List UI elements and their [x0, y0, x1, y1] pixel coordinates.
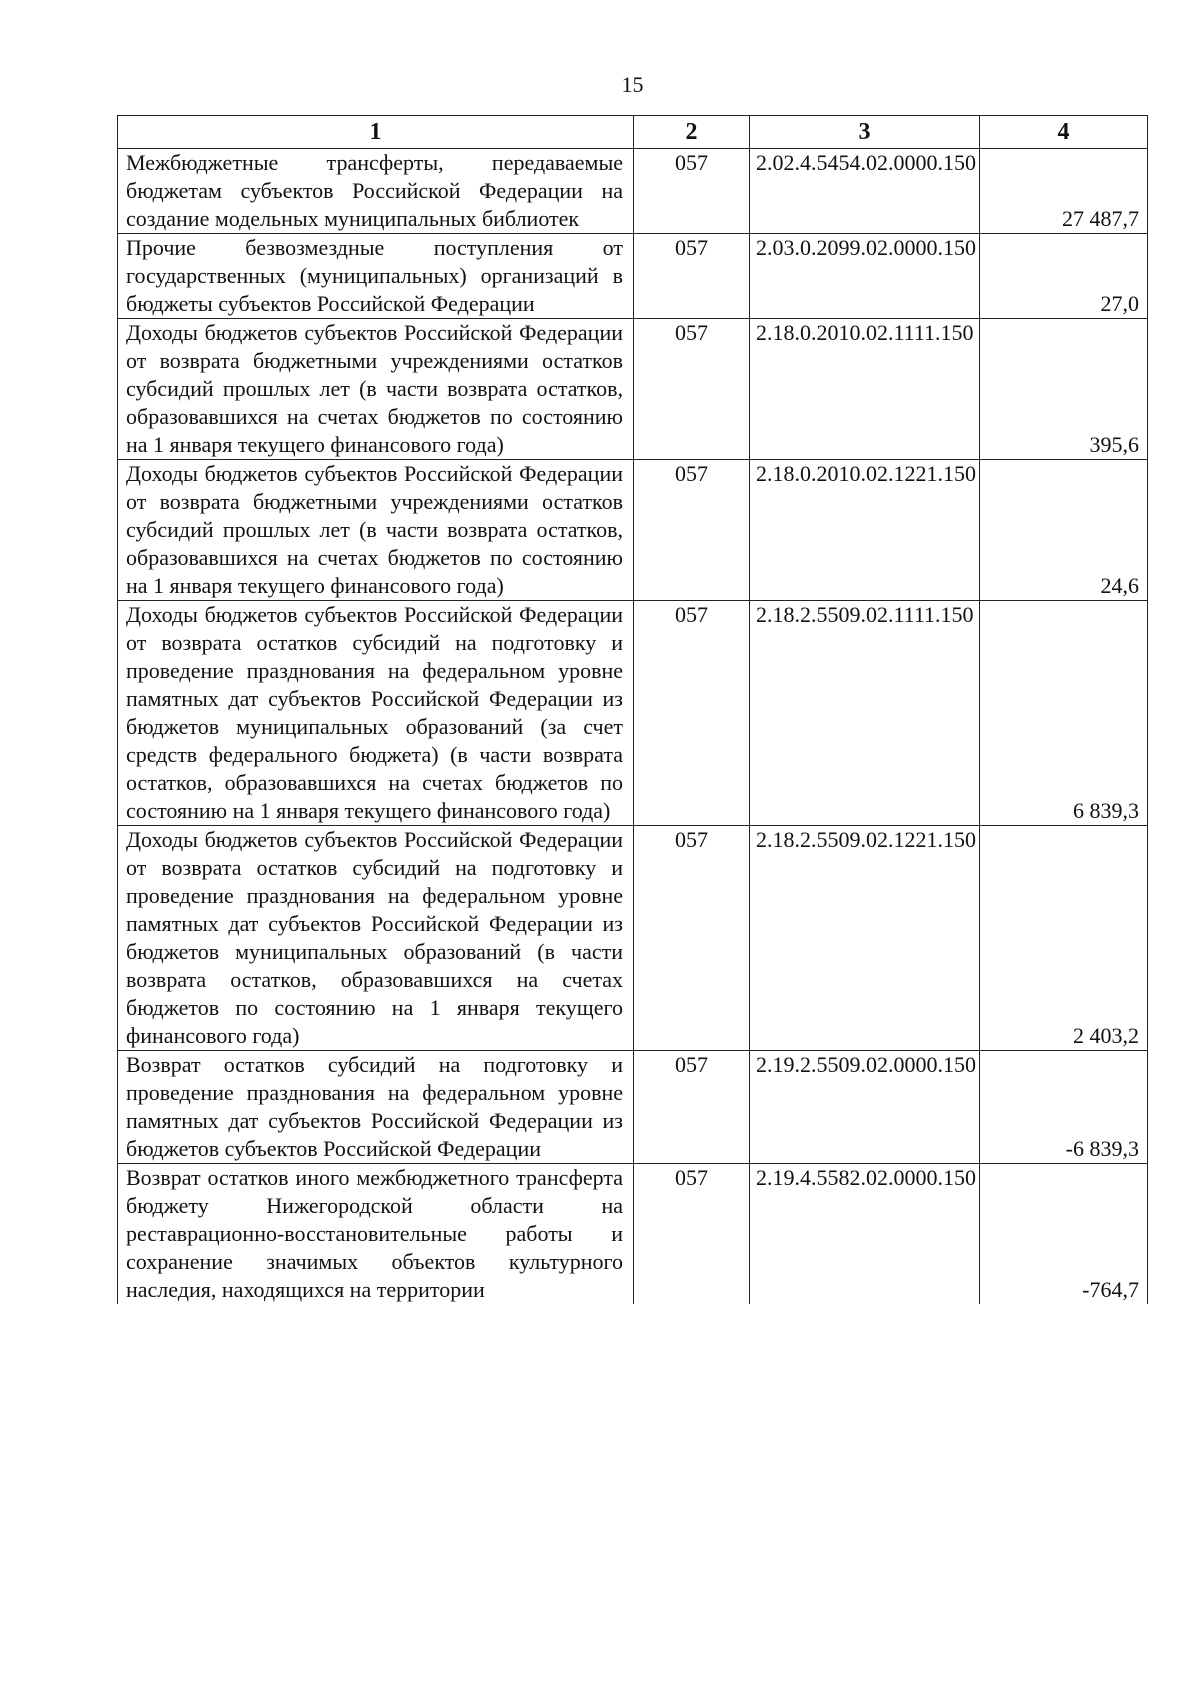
row-budget-code: 2.02.4.5454.02.0000.150	[750, 149, 980, 234]
table-header-row	[118, 116, 1148, 149]
row-budget-code: 2.18.2.5509.02.1111.150	[750, 601, 980, 826]
row-admin-code: 057	[634, 826, 750, 1051]
column-header-2: 2	[634, 116, 750, 149]
row-budget-code: 2.19.2.5509.02.0000.150	[750, 1051, 980, 1164]
table-row	[118, 601, 1148, 826]
row-amount: -764,7	[980, 1164, 1148, 1305]
row-budget-code: 2.18.0.2010.02.1111.150	[750, 319, 980, 460]
row-amount: 24,6	[980, 460, 1148, 601]
row-budget-code: 2.19.4.5582.02.0000.150	[750, 1164, 980, 1305]
row-amount: 27,0	[980, 234, 1148, 319]
row-admin-code: 057	[634, 149, 750, 234]
row-budget-code: 2.18.2.5509.02.1221.150	[750, 826, 980, 1051]
row-amount: -6 839,3	[980, 1051, 1148, 1164]
budget-table	[117, 115, 1148, 1304]
row-amount: 6 839,3	[980, 601, 1148, 826]
column-header-4: 4	[980, 116, 1148, 149]
table-row	[118, 234, 1148, 319]
table-row	[118, 460, 1148, 601]
row-description: Возврат остатков субсидий на подготовку и проведение празднования на федеральном уровне памятных дат субъектов Российской Федерации из бюджетов субъектов Российской Федерации	[118, 1051, 634, 1164]
row-description: Доходы бюджетов субъектов Российской Федерации от возврата остатков субсидий на подготовку и проведение празднования на федеральном уровне памятных дат субъектов Российской Федерации из бюджетов муниципальных образований (в части возврата остатков, образовавшихся на счетах бюджетов по состоянию на 1 января текущего финансового года)	[118, 826, 634, 1051]
column-header-1: 1	[118, 116, 634, 149]
row-admin-code: 057	[634, 319, 750, 460]
page-number: 15	[621, 72, 644, 97]
row-budget-code: 2.18.0.2010.02.1221.150	[750, 460, 980, 601]
row-admin-code: 057	[634, 1164, 750, 1305]
row-amount: 2 403,2	[980, 826, 1148, 1051]
row-amount: 27 487,7	[980, 149, 1148, 234]
row-description: Прочие безвозмездные поступления от государственных (муниципальных) организаций в бюджеты субъектов Российской Федерации	[118, 234, 634, 319]
row-description: Доходы бюджетов субъектов Российской Федерации от возврата бюджетными учреждениями остатков субсидий прошлых лет (в части возврата остатков, образовавшихся на счетах бюджетов по состоянию на 1 января текущего финансового года)	[118, 319, 634, 460]
row-description: Возврат остатков иного межбюджетного трансферта бюджету Нижегородской области на реставрационно-восстановительные работы и сохранение значимых объектов культурного наследия, находящихся на территории	[118, 1164, 634, 1305]
row-amount: 395,6	[980, 319, 1148, 460]
row-description: Межбюджетные трансферты, передаваемые бюджетам субъектов Российской Федерации на создание модельных муниципальных библиотек	[118, 149, 634, 234]
row-description: Доходы бюджетов субъектов Российской Федерации от возврата бюджетными учреждениями остатков субсидий прошлых лет (в части возврата остатков, образовавшихся на счетах бюджетов по состоянию на 1 января текущего финансового года)	[118, 460, 634, 601]
row-admin-code: 057	[634, 1051, 750, 1164]
row-admin-code: 057	[634, 460, 750, 601]
row-admin-code: 057	[634, 601, 750, 826]
row-admin-code: 057	[634, 234, 750, 319]
row-description: Доходы бюджетов субъектов Российской Федерации от возврата остатков субсидий на подготовку и проведение празднования на федеральном уровне памятных дат субъектов Российской Федерации из бюджетов муниципальных образований (за счет средств федерального бюджета) (в части возврата остатков, образовавшихся на счетах бюджетов по состоянию на 1 января текущего финансового года)	[118, 601, 634, 826]
table-row	[118, 1051, 1148, 1164]
table-row	[118, 149, 1148, 234]
table-row	[118, 826, 1148, 1051]
row-budget-code: 2.03.0.2099.02.0000.150	[750, 234, 980, 319]
table-row	[118, 319, 1148, 460]
column-header-3: 3	[750, 116, 980, 149]
table-row	[118, 1164, 1148, 1305]
